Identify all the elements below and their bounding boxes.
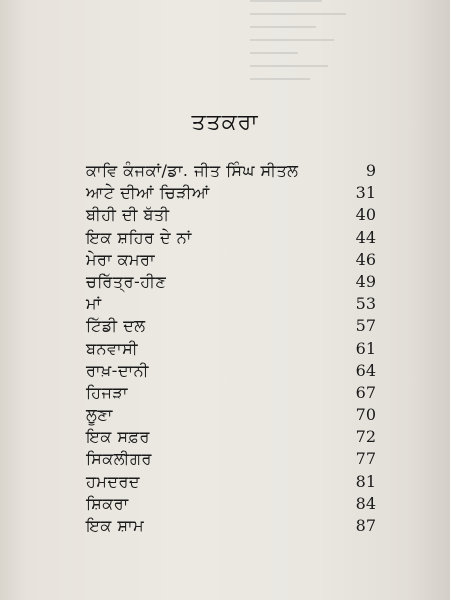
toc-entry-page: 64 — [355, 360, 376, 380]
toc-entry — [86, 338, 376, 360]
toc-entry-title: ਮੇਰਾ ਕਮਰਾ — [86, 249, 156, 269]
toc-entry-title: ਰਾਖ਼-ਦਾਨੀ — [86, 360, 149, 380]
toc-entry-title: ਆਟੇ ਦੀਆਂ ਚਿੜੀਆਂ — [86, 183, 210, 203]
toc-entry-title: ਬਨਵਾਸੀ — [86, 338, 139, 358]
toc-entry-title: ਟਿੱਡੀ ਦਲ — [86, 316, 146, 336]
toc-entry — [86, 360, 376, 382]
toc-entry-title: ਹਿਜੜਾ — [86, 382, 128, 402]
toc-entry-page: 44 — [355, 227, 376, 247]
toc-entry — [86, 271, 376, 293]
toc-entry-title: ਚਰਿੱਤ੍ਰ-ਹੀਣ — [86, 271, 167, 291]
toc-entry-page: 77 — [355, 449, 376, 469]
toc-entry-page: 57 — [355, 316, 376, 336]
toc-entry-page: 67 — [355, 382, 376, 402]
toc-entry — [86, 515, 376, 537]
toc-entry-page: 49 — [355, 271, 376, 291]
toc-entry — [86, 448, 376, 470]
toc-entry-page: 46 — [355, 249, 376, 269]
toc-entry-page: 40 — [355, 205, 376, 225]
toc-entry-title: ਲੂਣਾ — [86, 405, 113, 425]
toc-entry-page: 70 — [355, 405, 376, 425]
toc-entry-title: ਸਿਕਲੀਗਰ — [86, 449, 152, 469]
toc-entry — [86, 293, 376, 315]
toc-entry-title: ਹਮਦਰਦ — [86, 471, 140, 491]
toc-entry — [86, 227, 376, 249]
toc-entry — [86, 382, 376, 404]
toc-entry-page: 31 — [355, 183, 376, 203]
toc-entry-title: ਬੀਹੀ ਦੀ ਬੱਤੀ — [86, 205, 170, 225]
toc-entry — [86, 182, 376, 204]
toc-entry — [86, 426, 376, 448]
toc-entry-page: 61 — [355, 338, 376, 358]
page-edge-shadow — [410, 0, 450, 600]
page-title: ਤਤਕਰਾ — [191, 110, 259, 135]
toc-entry-page: 84 — [355, 493, 376, 513]
toc-entry — [86, 493, 376, 515]
toc-entry-title: ਮਾਂ — [86, 294, 102, 314]
toc-entry-title: ਇਕ ਸ਼ਹਿਰ ਦੇ ਨਾਂ — [86, 227, 192, 247]
toc-entry-page: 9 — [365, 161, 376, 180]
toc-entry-page: 87 — [355, 516, 376, 535]
toc-entry — [86, 160, 376, 182]
toc-entry-title: ਇਕ ਸ਼ਾਮ — [86, 516, 145, 535]
toc-entry — [86, 204, 376, 226]
toc-entry — [86, 315, 376, 337]
toc-entry-page: 72 — [355, 427, 376, 447]
toc-entry-page: 81 — [355, 471, 376, 491]
toc-entry — [86, 471, 376, 493]
toc-entry-title: ਇਕ ਸਫ਼ਰ — [86, 427, 150, 447]
toc-entry — [86, 249, 376, 271]
table-of-contents — [86, 160, 376, 537]
toc-entry-title: ਸ਼ਿਕਰਾ — [86, 493, 129, 513]
show-through-text — [250, 0, 370, 110]
toc-entry-title: ਕਾਵਿ ਕੰਜਕਾਂ/ਡਾ. ਜੀਤ ਸਿੰਘ ਸੀਤਲ — [86, 161, 299, 180]
toc-entry-page: 53 — [355, 294, 376, 314]
toc-entry — [86, 404, 376, 426]
